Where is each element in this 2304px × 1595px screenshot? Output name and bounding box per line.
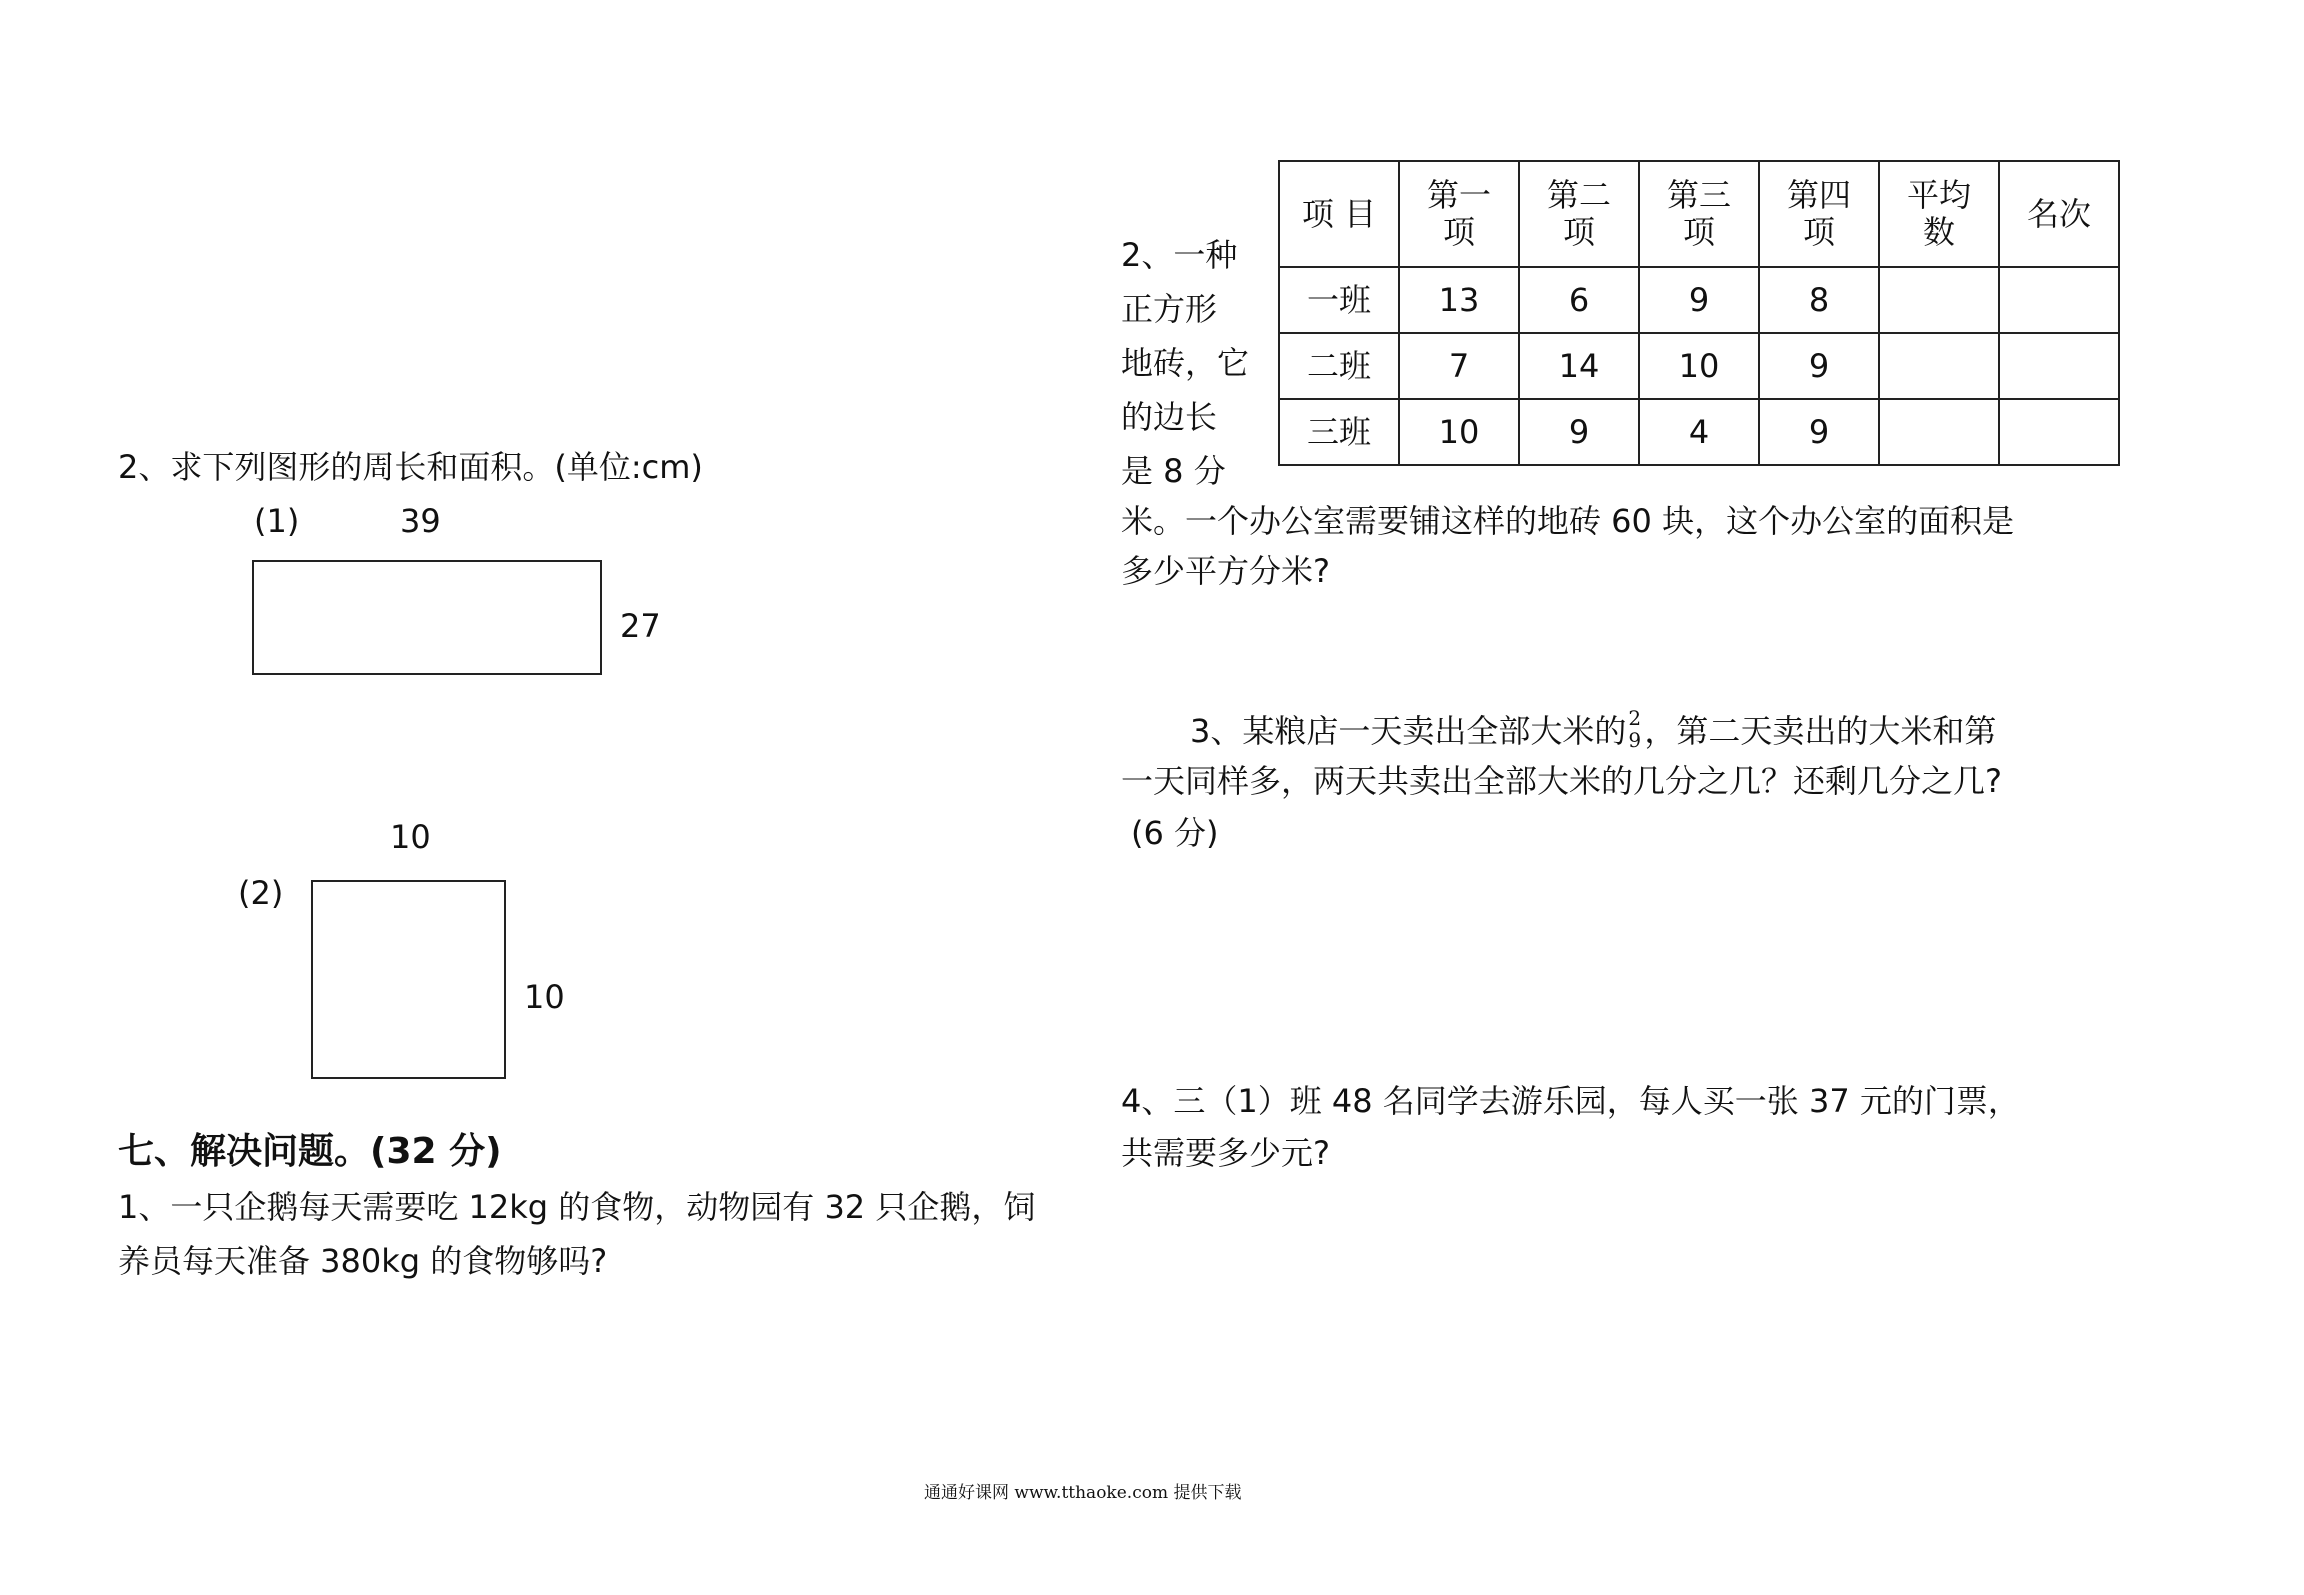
square-figure: [311, 880, 506, 1079]
question-3-line-1: [1190, 706, 1997, 752]
header-cell-average: 平均 数: [1879, 161, 1999, 267]
question-3-line-3: (6 分): [1131, 814, 1219, 852]
fraction-two-ninths: [1626, 706, 1644, 752]
table-cell: 9: [1639, 267, 1759, 333]
table-cell: 10: [1639, 333, 1759, 399]
table-cell: 三班: [1279, 399, 1399, 465]
table-cell: 10: [1399, 399, 1519, 465]
question-3-text-after: ，第二天卖出的大米和第: [1644, 712, 1997, 750]
question-1-line-2: 养员每天准备 380kg 的食物够吗?: [118, 1242, 608, 1280]
table-cell: [1879, 267, 1999, 333]
vertical-line-1: 2、一种: [1121, 236, 1238, 274]
score-table: [1278, 160, 2120, 466]
figure-1-side-value: 27: [620, 607, 661, 645]
table-cell: 4: [1639, 399, 1759, 465]
table-cell: 14: [1519, 333, 1639, 399]
header-cell-1: 第一 项: [1399, 161, 1519, 267]
header-cell-4: 第四 项: [1759, 161, 1879, 267]
table-row: [1279, 267, 2119, 333]
question-2-vertical-text: [1121, 228, 1258, 498]
question-3-text-before: 3、某粮店一天卖出全部大米的: [1190, 712, 1627, 750]
table-cell: [1999, 333, 2119, 399]
table-cell: 一班: [1279, 267, 1399, 333]
question-1-line-1: 1、一只企鹅每天需要吃 12kg 的食物，动物园有 32 只企鹅，饲: [118, 1188, 1036, 1226]
table-header-row: [1279, 161, 2119, 267]
header-cell-3: 第三 项: [1639, 161, 1759, 267]
header-cell-2: 第二 项: [1519, 161, 1639, 267]
table-cell: 8: [1759, 267, 1879, 333]
table-cell: 二班: [1279, 333, 1399, 399]
table-cell: [1879, 333, 1999, 399]
table-row: [1279, 333, 2119, 399]
table-cell: 9: [1759, 333, 1879, 399]
fraction-denominator: 9: [1628, 728, 1642, 752]
table-row: [1279, 399, 2119, 465]
question-2-line-2: 多少平方分米?: [1121, 552, 1330, 590]
table-cell: 9: [1759, 399, 1879, 465]
figure-2-side-value: 10: [524, 978, 565, 1016]
header-cell-rank: 名次: [1999, 161, 2119, 267]
figure-1-top-value: 39: [400, 502, 441, 540]
table-cell: 13: [1399, 267, 1519, 333]
section-7-title: 七、解决问题。(32 分): [118, 1131, 502, 1172]
table-cell: [1999, 399, 2119, 465]
figure-1-label: (1): [254, 502, 300, 540]
rectangle-figure: [252, 560, 602, 675]
vertical-line-2: 正方形: [1121, 290, 1218, 328]
question-2-line-1: 米。一个办公室需要铺这样的地砖 60 块，这个办公室的面积是: [1121, 502, 2015, 540]
header-cell-item: 项 目: [1279, 161, 1399, 267]
table-cell: [1999, 267, 2119, 333]
vertical-line-5: 是 8 分: [1121, 452, 1226, 490]
table-cell: 9: [1519, 399, 1639, 465]
vertical-line-3: 地砖，它: [1121, 344, 1250, 382]
vertical-line-4: 的边长: [1121, 398, 1218, 436]
question-2-title: 2、求下列图形的周长和面积。(单位:cm): [118, 448, 703, 486]
question-4-line-2: 共需要多少元?: [1121, 1134, 1330, 1172]
table-cell: 6: [1519, 267, 1639, 333]
table-cell: 7: [1399, 333, 1519, 399]
question-3-line-2: 一天同样多，两天共卖出全部大米的几分之几？还剩几分之几?: [1121, 762, 2002, 800]
figure-2-label: (2): [238, 874, 284, 912]
page-footer: 通通好课网 www.tthaoke.com 提供下载: [924, 1483, 1242, 1503]
figure-2-top-value: 10: [390, 818, 431, 856]
table-cell: [1879, 399, 1999, 465]
question-4-line-1: 4、三（1）班 48 名同学去游乐园，每人买一张 37 元的门票，: [1121, 1082, 2020, 1120]
fraction-numerator: 2: [1628, 706, 1642, 730]
